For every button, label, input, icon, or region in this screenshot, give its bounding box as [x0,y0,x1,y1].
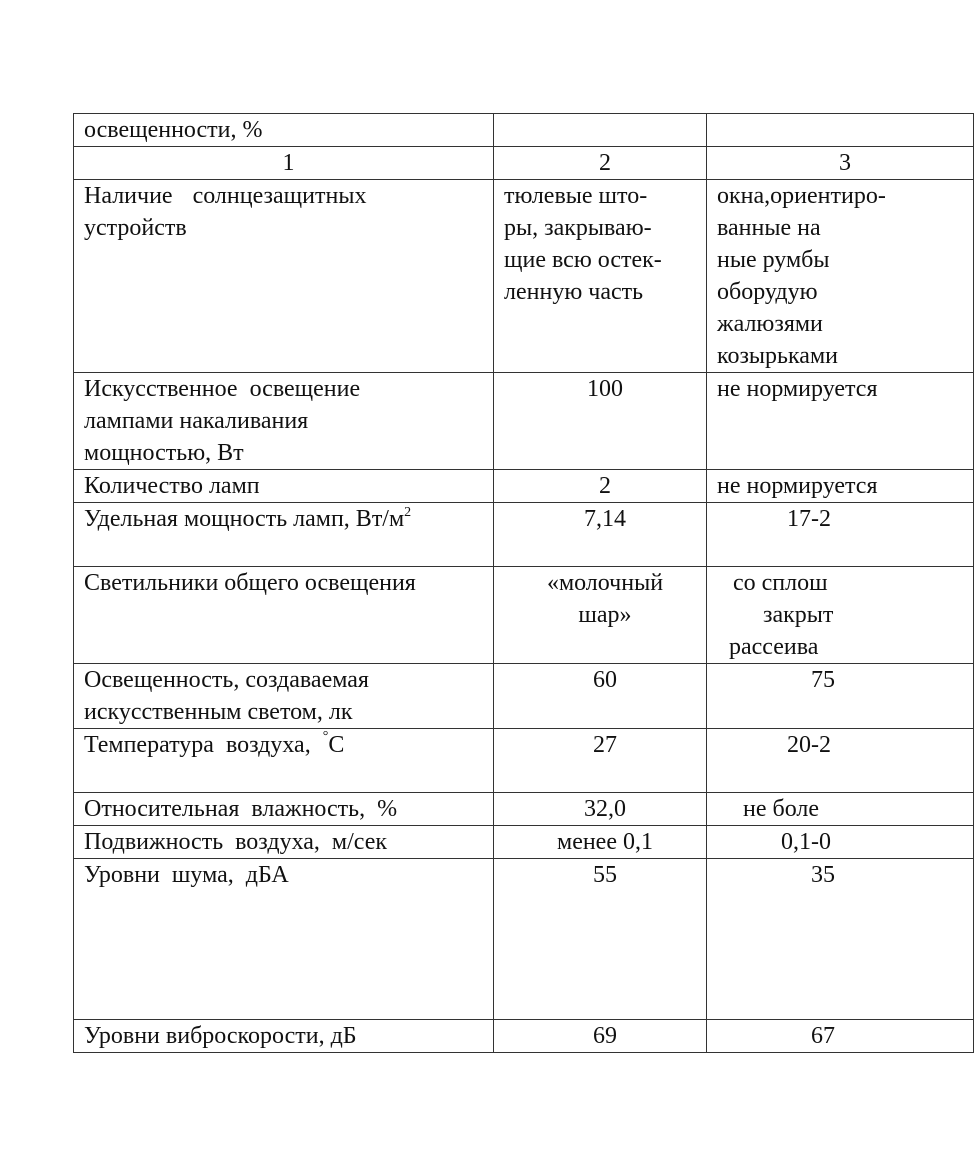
cell-parameter: освещенности, % [74,114,494,147]
column-number-1: 1 [74,147,494,180]
cell-actual: 69 [494,1020,707,1053]
cell-actual: 32,0 [494,793,707,826]
cell-actual: 27 [494,729,707,793]
cell-parameter: Удельная мощность ламп, $Вт/м^2$ [74,503,494,567]
cell-parameter: Уровни виброскорости, дБ [74,1020,494,1053]
cell-parameter: Наличие солнцезащитных устройств [74,180,494,373]
table-row [74,373,974,470]
cell-actual: 55 [494,859,707,1020]
cell-actual: 100 [494,373,707,470]
column-number-2: 2 [494,147,707,180]
cell-parameter: Относительная влажность, % [74,793,494,826]
table-row [74,664,974,729]
cell-actual: 7,14 [494,503,707,567]
cell-parameter: Освещенность, создаваемая искусственным светом, лк [74,664,494,729]
cell-actual: 60 [494,664,707,729]
column-number-3: 3 [707,147,974,180]
table-row [74,729,974,793]
table-row [74,567,974,664]
cell-norm: 75 [707,664,974,729]
cell-parameter: Светильники общего освещения [74,567,494,664]
cell-norm: 35 [707,859,974,1020]
cell-norm: не боле [707,793,974,826]
degree-sign: ° [322,729,329,744]
cell-actual: менее 0,1 [494,826,707,859]
cell-norm: 17-2 [707,503,974,567]
table-row [74,793,974,826]
cell-norm: 67 [707,1020,974,1053]
cell-norm: 0,1-0 [707,826,974,859]
table-row [74,114,974,147]
table-row [74,470,974,503]
norms-table [73,113,974,1053]
table-row [74,1020,974,1053]
cell-norm: не нормируется [707,373,974,470]
table-row [74,859,974,1020]
table-row [74,147,974,180]
cell-norm [707,114,974,147]
cell-parameter: Уровни шума, дБА [74,859,494,1020]
cell-parameter: Температура воздуха, °С [74,729,494,793]
cell-norm: со сплош закрыт рассеива [707,567,974,664]
cell-actual: «молочный шар» [494,567,707,664]
table-row [74,503,974,567]
cell-parameter: Искусственное освещение лампами накаливания мощностью, Вт [74,373,494,470]
table-row [74,826,974,859]
cell-parameter: Количество ламп [74,470,494,503]
cell-actual: 2 [494,470,707,503]
cell-parameter: Подвижность воздуха, м/сек [74,826,494,859]
cell-norm: 20-2 [707,729,974,793]
cell-norm: окна,ориентиро- ванные на ные румбы оборудую жалюзями козырьками [707,180,974,373]
cell-actual [494,114,707,147]
superscript-2: 2 [404,505,412,520]
cell-norm: не нормируется [707,470,974,503]
cell-actual: тюлевые што- ры, закрываю- щие всю остек- ленную часть [494,180,707,373]
table-row [74,180,974,373]
